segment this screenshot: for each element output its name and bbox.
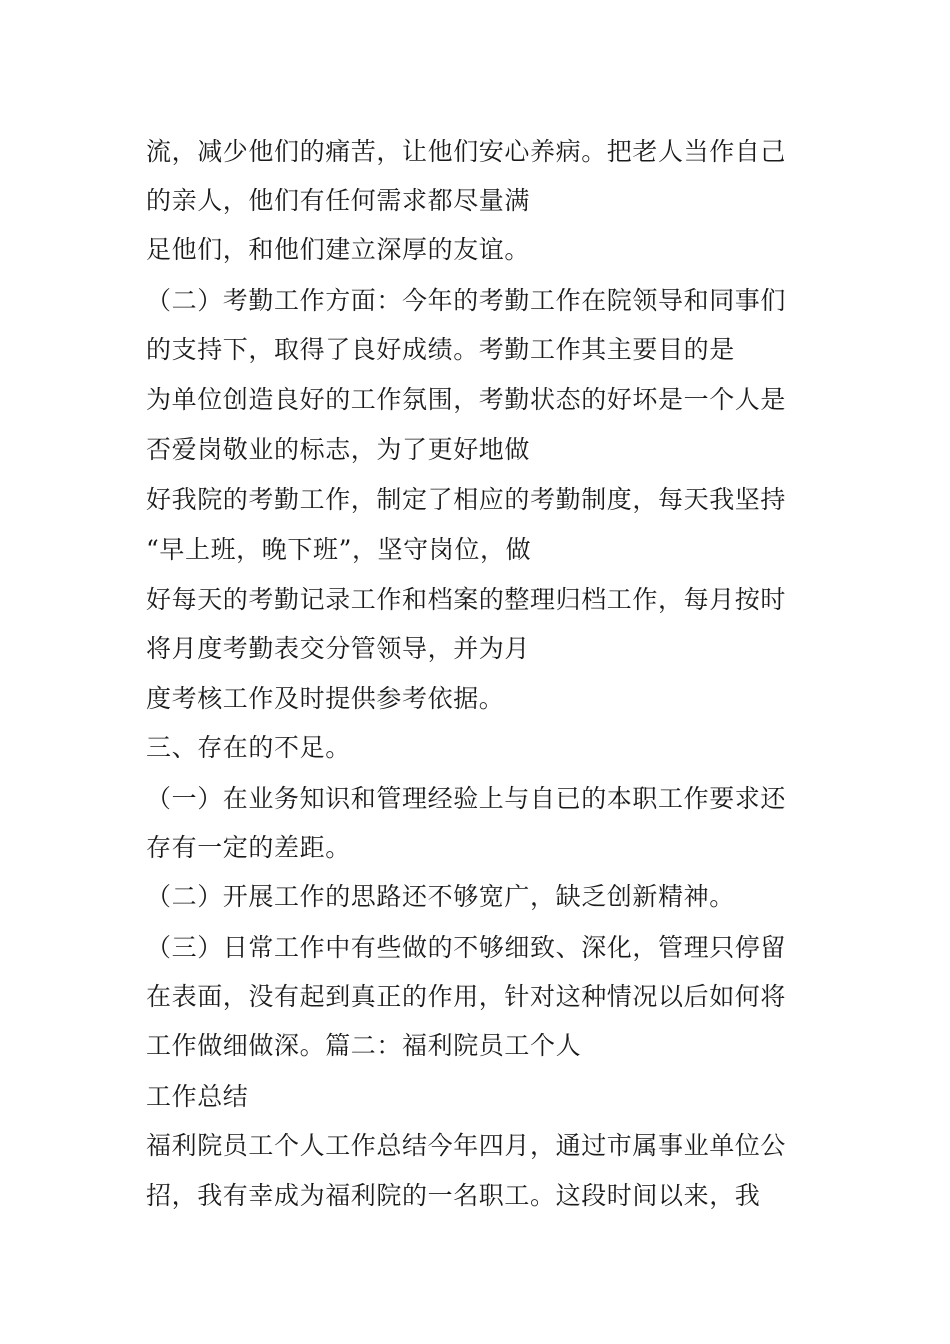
text-line-18: 在表面，没有起到真正的作用，针对这种情况以后如何将 (146, 982, 787, 1011)
text-line-20: 工作总结 (146, 1082, 249, 1111)
text-line-12: 度考核工作及时提供参考依据。 (146, 684, 505, 713)
text-line-1: 流，减少他们的痛苦，让他们安心养病。把老人当作自己 (146, 137, 787, 166)
text-line-8: 好我院的考勤工作，制定了相应的考勤制度，每天我坚持 (146, 485, 787, 514)
text-line-2: 的亲人，他们有任何需求都尽量满 (146, 186, 531, 215)
text-line-13: 三、存在的不足。 (146, 733, 351, 762)
text-line-4: （二）考勤工作方面：今年的考勤工作在院领导和同事们 (146, 286, 787, 315)
text-line-14: （一）在业务知识和管理经验上与自已的本职工作要求还 (146, 784, 787, 813)
text-line-15: 存有一定的差距。 (146, 833, 351, 862)
text-line-5: 的支持下，取得了良好成绩。考勤工作其主要目的是 (146, 335, 735, 364)
text-line-19: 工作做细做深。篇二：福利院员工个人 (146, 1031, 582, 1060)
text-line-3: 足他们，和他们建立深厚的友谊。 (146, 235, 531, 264)
text-line-9: “早上班，晚下班”，坚守岗位，做 (146, 535, 532, 564)
text-line-7: 否爱岗敬业的标志，为了更好地做 (146, 435, 531, 464)
text-line-22: 招，我有幸成为福利院的一名职工。这段时间以来，我 (146, 1181, 761, 1210)
text-line-11: 将月度考勤表交分管领导，并为月 (146, 634, 531, 663)
text-line-6: 为单位创造良好的工作氛围，考勤状态的好坏是一个人是 (146, 385, 787, 414)
text-line-16: （二）开展工作的思路还不够宽广，缺乏创新精神。 (146, 882, 735, 911)
text-line-21: 福利院员工个人工作总结今年四月，通过市属事业单位公 (146, 1131, 787, 1160)
text-line-17: （三）日常工作中有些做的不够细致、深化，管理只停留 (146, 933, 787, 962)
text-line-10: 好每天的考勤记录工作和档案的整理归档工作，每月按时 (146, 585, 787, 614)
